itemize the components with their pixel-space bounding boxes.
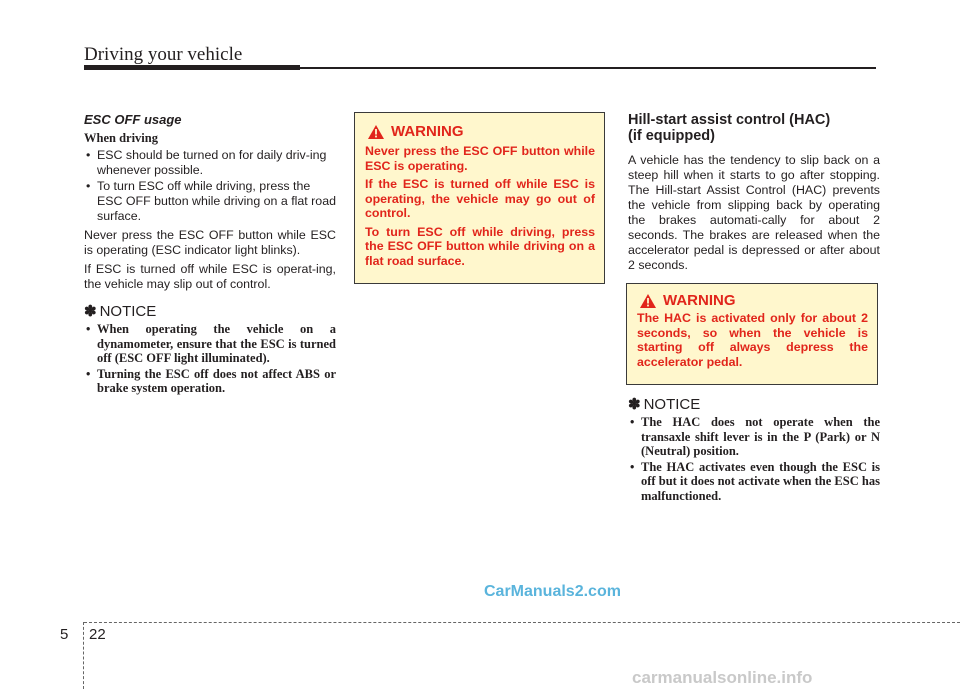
bottom-watermark: carmanualsonline.info [632, 668, 813, 687]
when-driving-subheading: When driving [84, 131, 158, 145]
hac-title-line2: (if equipped) [628, 128, 715, 144]
notice-star-icon: ✽ [84, 303, 97, 320]
warning-body [627, 311, 877, 369]
watermark-link[interactable]: CarManuals2.com [484, 583, 621, 600]
warning-paragraph: The HAC is activated only for about 2 seconds, so when the vehicle is starting off always depress the accelerator pedal. [637, 311, 868, 369]
list-item: • To turn ESC off while driving, press the ESC OFF button while driving on a flat road surface. [84, 179, 336, 224]
hac-title [628, 112, 880, 144]
list-item: • The HAC does not operate when the transaxle shift lever is in the P (Park) or N (Neutral) position. [628, 415, 880, 459]
left-column [84, 112, 336, 397]
warning-label: WARNING [663, 291, 736, 309]
warning-body [355, 144, 604, 268]
list-item: • Turning the ESC off does not affect ABS or brake system operation. [84, 367, 336, 396]
warning-paragraph: To turn ESC off while driving, press the ESC OFF button while driving on a flat road surface. [365, 224, 595, 268]
hac-title-line1: Hill-start assist control (HAC) [628, 112, 831, 128]
notice-star-icon: ✽ [628, 396, 641, 413]
warning-paragraph: If the ESC is turned off while ESC is operating, the vehicle may go out of control. [365, 177, 595, 220]
hac-body: A vehicle has the tendency to slip back on a steep hill when it starts to go after stopping. The Hill-start Assist Control (HAC) prevents the vehicle from slipping back by operating the brakes automati-cally for about 2 seconds. The brakes are released when the accelerator pedal is depressed or after about 2 seconds. [628, 153, 880, 272]
header-title: Driving your vehicle [84, 44, 243, 65]
notice-label: NOTICE [643, 396, 701, 413]
right-column [628, 112, 880, 274]
warning-triangle-icon [367, 124, 385, 140]
notice-list [84, 322, 336, 396]
warning-paragraph: Never press the ESC OFF button while ESC is operating. [365, 144, 595, 173]
section-number: 5 [60, 626, 69, 643]
paragraph: Never press the ESC OFF button while ESC is operating (ESC indicator light blinks). [84, 228, 336, 257]
footer-vertical-divider [83, 622, 84, 689]
esc-off-usage-heading: ESC OFF usage [84, 112, 182, 127]
list-item: • ESC should be turned on for daily driv-ing whenever possible. [84, 148, 336, 178]
notice-label: NOTICE [99, 303, 157, 320]
footer-divider [84, 622, 960, 623]
warning-box-hac [626, 283, 878, 385]
notice-heading [628, 397, 880, 412]
hac-notice [628, 397, 880, 504]
header-rule-thick [84, 65, 300, 70]
warning-heading [367, 124, 604, 140]
warning-label: WARNING [391, 122, 464, 140]
warning-box-esc [354, 112, 605, 284]
header-rule-thin [300, 67, 876, 69]
page-number: 22 [89, 626, 106, 643]
list-item: • The HAC activates even though the ESC is off but it does not activate when the ESC has malfunctioned. [628, 460, 880, 504]
list-item: • When operating the vehicle on a dynamometer, ensure that the ESC is turned off (ESC OFF light illuminated). [84, 322, 336, 366]
notice-list [628, 415, 880, 503]
paragraph: If ESC is turned off while ESC is operat-ing, the vehicle may slip out of control. [84, 262, 336, 291]
warning-triangle-icon [639, 293, 657, 309]
warning-heading [639, 293, 877, 309]
notice-heading [84, 304, 336, 319]
